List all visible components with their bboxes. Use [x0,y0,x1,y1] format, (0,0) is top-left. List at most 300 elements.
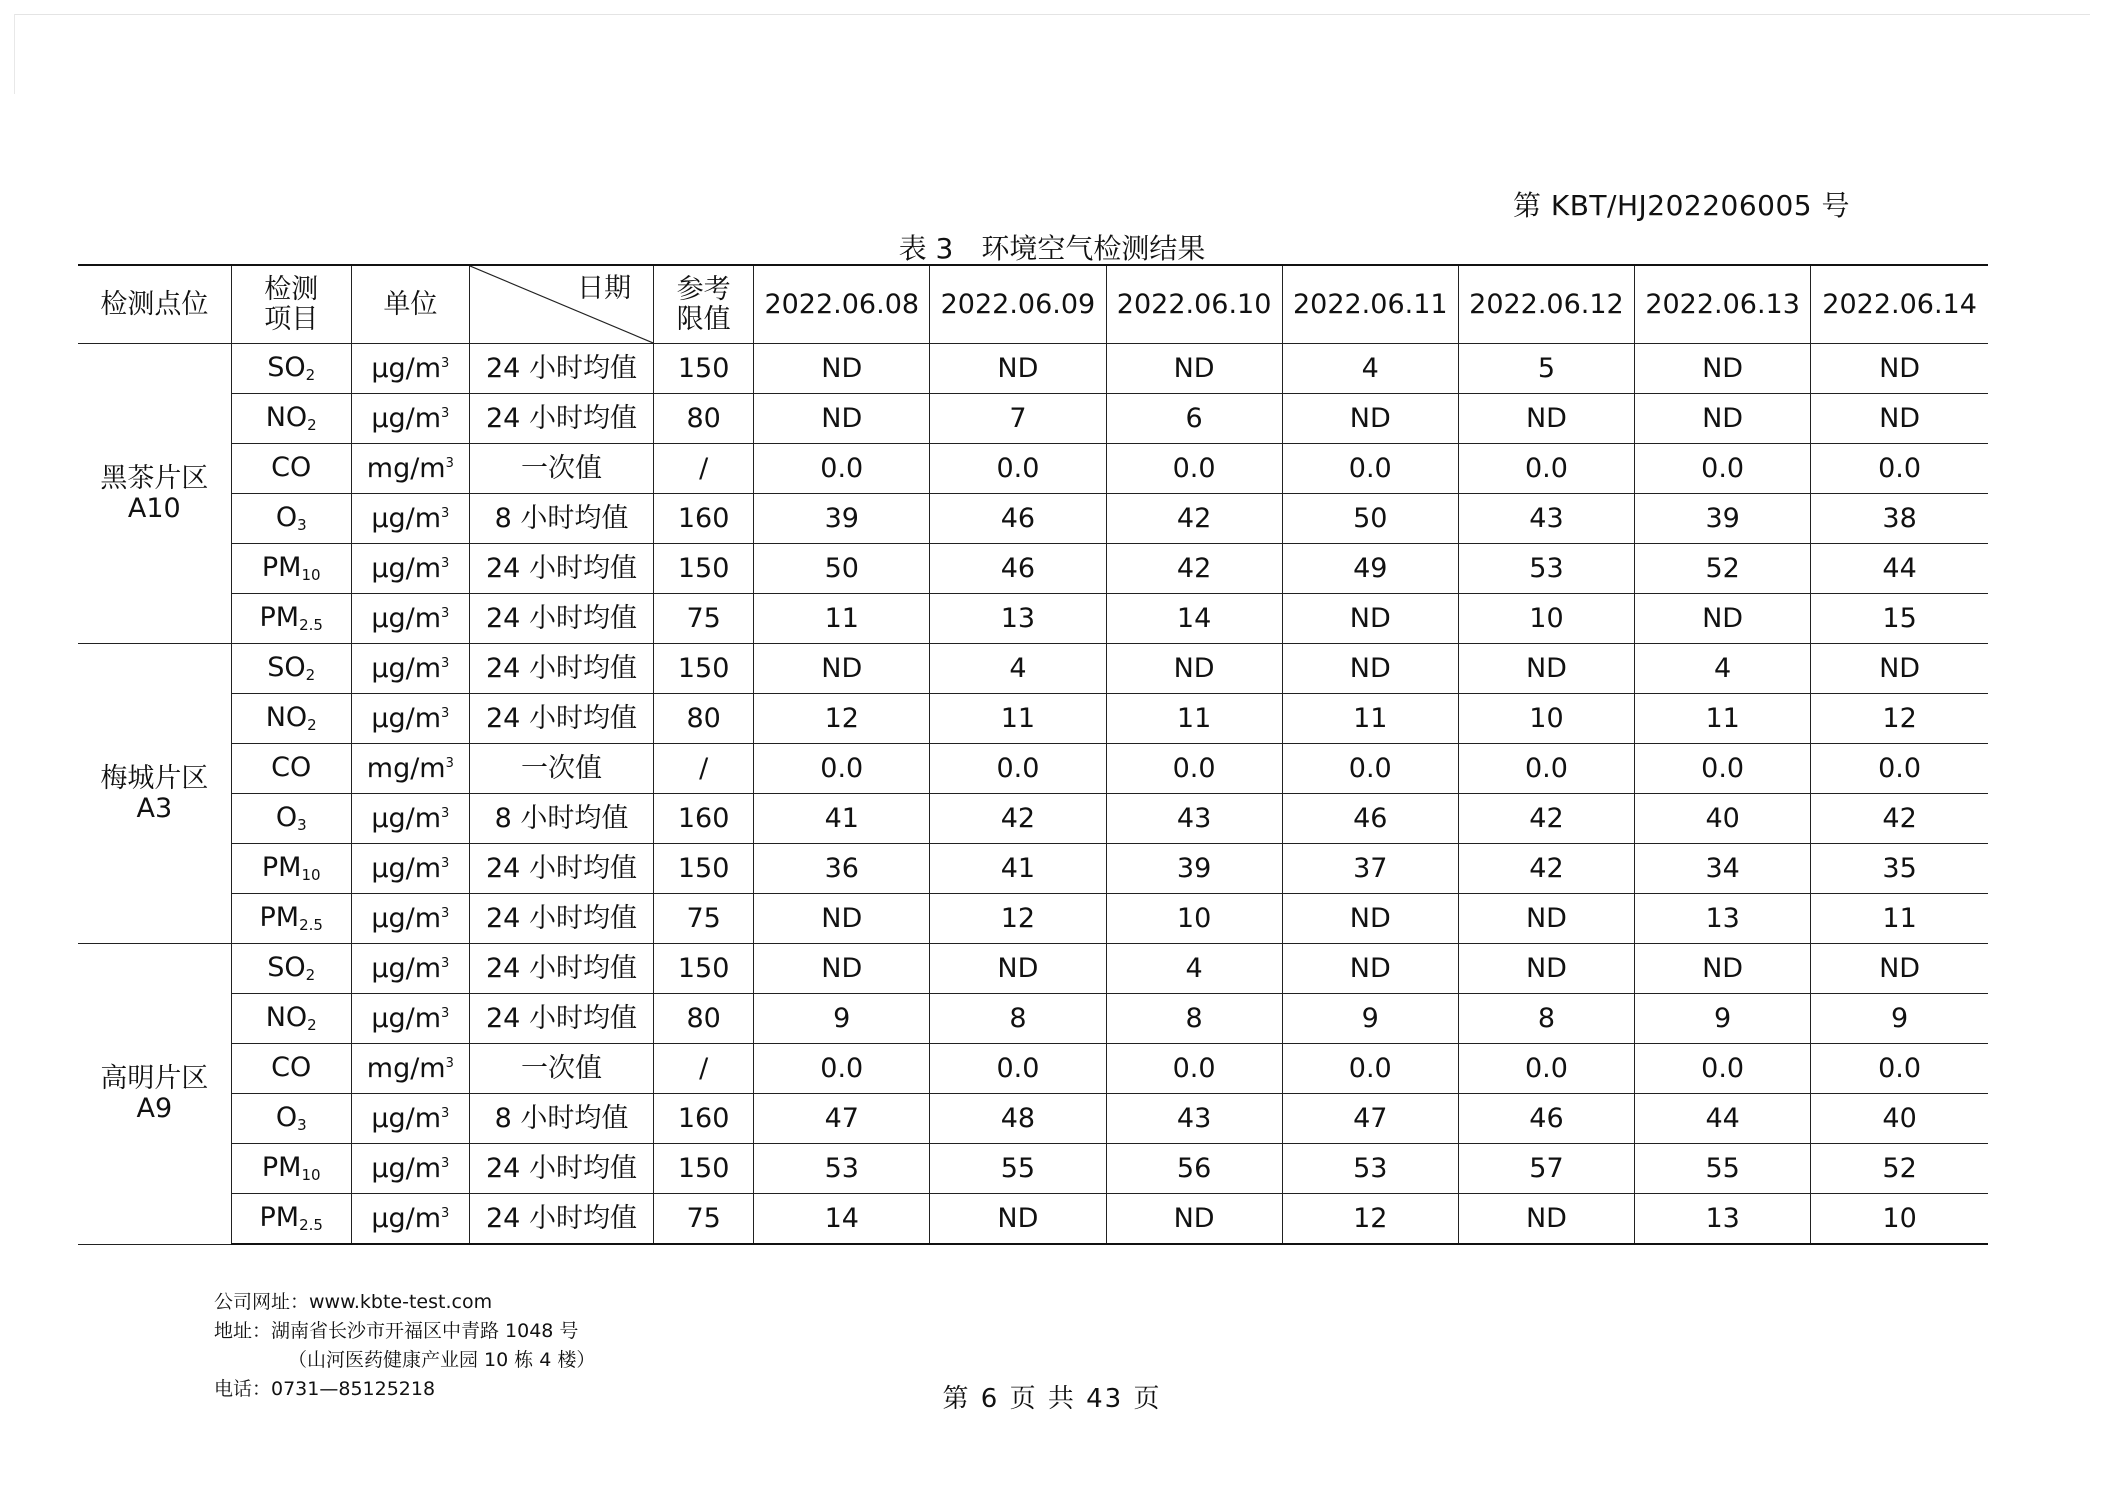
table-row [78,1194,1988,1245]
averaging-period: 一次值 [469,744,653,794]
measurement-value: 15 [1811,594,1988,644]
measurement-value: 4 [930,644,1106,694]
measurement-value: 13 [1635,894,1811,944]
table-label: 表 3 [898,232,954,265]
measurement-value: 53 [1458,544,1634,594]
measurement-value: 8 [930,994,1106,1044]
unit-text: mg/m [366,752,446,784]
unit-text: μg/m [371,502,442,534]
pollutant-name: PM [261,1152,302,1184]
measurement-value: 9 [754,994,930,1044]
unit-superscript: 3 [441,905,450,921]
scan-border-left [14,14,15,94]
reference-limit: 150 [654,544,754,594]
reference-limit: / [654,1044,754,1094]
unit-text: μg/m [371,602,442,634]
pollutant-subscript: 2 [307,416,317,435]
measurement-value: ND [1106,344,1282,394]
table-row [78,544,1988,594]
measurement-value: 48 [930,1094,1106,1144]
measurement-value: 0.0 [930,744,1106,794]
measurement-value: ND [1282,644,1458,694]
pollutant-subscript: 2 [307,716,317,735]
measurement-value: 40 [1811,1094,1988,1144]
scan-border [14,14,2090,15]
header-date-col: 2022.06.09 [930,265,1106,344]
pollutant-subscript: 3 [297,516,307,535]
pollutant-name: NO [265,1002,308,1034]
unit-text: μg/m [371,352,442,384]
measurement-value: 47 [1282,1094,1458,1144]
table-row [78,1094,1988,1144]
pollutant-name: PM [261,552,302,584]
measurement-value: ND [754,644,930,694]
measurement-value: 0.0 [1811,1044,1988,1094]
unit-text: μg/m [371,852,442,884]
measurement-value: 50 [1282,494,1458,544]
measurement-value: 0.0 [1458,1044,1634,1094]
header-limit-line1: 参考 [676,273,731,305]
measurement-value: 4 [1282,344,1458,394]
measurement-value: 8 [1106,994,1282,1044]
measurement-value: 0.0 [1282,744,1458,794]
pollutant-subscript: 2 [305,666,316,685]
measurement-value: 42 [1106,544,1282,594]
pollutant-name: PM [259,602,300,634]
measurement-value: 10 [1106,894,1282,944]
unit-superscript: 3 [441,605,450,621]
measurement-value: 10 [1458,594,1634,644]
pollutant-subscript: 10 [301,866,321,885]
measurement-value: 11 [1106,694,1282,744]
unit-cell [351,694,469,744]
measurement-value: 0.0 [930,1044,1106,1094]
site-cell [78,644,231,944]
unit-cell [351,444,469,494]
averaging-period: 24 小时均值 [469,344,653,394]
measurement-value: 53 [754,1144,930,1194]
measurement-value: 42 [1811,794,1988,844]
unit-text: μg/m [371,652,442,684]
table-title [0,227,2104,267]
reference-limit: 80 [654,394,754,444]
table-row [78,944,1988,994]
reference-limit: 160 [654,494,754,544]
pollutant-cell [231,344,351,394]
pollutant-cell [231,894,351,944]
measurement-value: ND [1458,1194,1634,1245]
table-row [78,394,1988,444]
measurement-value: 0.0 [1282,1044,1458,1094]
unit-text: μg/m [371,902,442,934]
measurement-value: 13 [1635,1194,1811,1245]
pollutant-cell [231,844,351,894]
measurement-value: ND [930,1194,1106,1245]
measurement-value: ND [1635,394,1811,444]
measurement-value: 0.0 [930,444,1106,494]
pollutant-cell [231,1094,351,1144]
reference-limit: 75 [654,594,754,644]
pollutant-name: SO [267,352,306,384]
pollutant-cell [231,544,351,594]
table-row [78,594,1988,644]
footer-phone: 电话：0731—85125218 [214,1378,436,1400]
measurement-value: ND [754,344,930,394]
averaging-period: 一次值 [469,444,653,494]
averaging-period: 24 小时均值 [469,844,653,894]
site-name: 梅城片区 [100,762,209,794]
measurement-value: ND [1458,394,1634,444]
measurement-value: 50 [754,544,930,594]
pollutant-subscript: 2.5 [299,616,323,635]
table-row [78,444,1988,494]
averaging-period: 24 小时均值 [469,544,653,594]
measurement-value: 11 [930,694,1106,744]
pollutant-subscript: 2 [305,966,316,985]
pollutant-subscript: 10 [301,1166,321,1185]
unit-superscript: 3 [441,805,450,821]
averaging-period: 24 小时均值 [469,944,653,994]
measurement-value: 7 [930,394,1106,444]
unit-text: μg/m [371,1002,442,1034]
table-row [78,994,1988,1044]
measurement-value: 0.0 [1458,444,1634,494]
unit-text: μg/m [371,402,442,434]
unit-cell [351,744,469,794]
report-number: 第 KBT/HJ202206005 号 [1512,189,1850,222]
measurement-value: 0.0 [754,744,930,794]
measurement-value: 55 [1635,1144,1811,1194]
measurement-value: 44 [1635,1094,1811,1144]
averaging-period: 24 小时均值 [469,594,653,644]
unit-text: mg/m [366,452,446,484]
footer-address: 地址：湖南省长沙市开福区中青路 1048 号 [214,1320,579,1342]
pollutant-cell [231,644,351,694]
site-cell [78,344,231,644]
measurement-value: 8 [1458,994,1634,1044]
header-row [78,265,1988,344]
measurement-value: 39 [1635,494,1811,544]
pollutant-subscript: 2.5 [299,916,323,935]
measurement-value: ND [754,894,930,944]
measurement-value: 0.0 [1811,444,1988,494]
measurement-value: 0.0 [754,444,930,494]
header-date-col: 2022.06.14 [1811,265,1988,344]
measurement-value: 49 [1282,544,1458,594]
header-date-diagonal [469,265,653,344]
header-unit: 单位 [351,265,469,344]
averaging-period: 8 小时均值 [469,494,653,544]
header-site: 检测点位 [78,265,231,344]
measurement-value: 56 [1106,1144,1282,1194]
pollutant-name: NO [265,402,308,434]
measurement-value: 10 [1811,1194,1988,1245]
pollutant-cell [231,1144,351,1194]
measurement-value: 42 [1458,794,1634,844]
header-date-col: 2022.06.13 [1635,265,1811,344]
measurement-value: 55 [930,1144,1106,1194]
measurement-value: ND [754,944,930,994]
measurement-value: 41 [930,844,1106,894]
measurement-value: ND [1635,594,1811,644]
unit-cell [351,644,469,694]
table-row [78,894,1988,944]
averaging-period: 8 小时均值 [469,794,653,844]
measurement-value: 0.0 [1458,744,1634,794]
measurement-value: 37 [1282,844,1458,894]
site-code: A9 [136,1092,173,1124]
pollutant-cell [231,694,351,744]
unit-cell [351,344,469,394]
unit-superscript: 3 [441,405,450,421]
unit-superscript: 3 [441,555,450,571]
measurement-value: 9 [1811,994,1988,1044]
reference-limit: 160 [654,794,754,844]
measurement-value: 52 [1811,1144,1988,1194]
header-date-col: 2022.06.08 [754,265,930,344]
measurement-value: 52 [1635,544,1811,594]
pollutant-name: PM [261,852,302,884]
averaging-period: 8 小时均值 [469,1094,653,1144]
unit-cell [351,944,469,994]
unit-cell [351,1194,469,1245]
unit-text: μg/m [371,1102,442,1134]
unit-cell [351,594,469,644]
measurement-value: 41 [754,794,930,844]
pollutant-name: SO [267,952,306,984]
unit-cell [351,544,469,594]
reference-limit: / [654,444,754,494]
pollutant-name: CO [271,452,312,484]
table-body [78,344,1988,1245]
measurement-value: ND [1282,594,1458,644]
measurement-value: 14 [1106,594,1282,644]
unit-superscript: 3 [445,755,454,771]
measurement-value: 43 [1458,494,1634,544]
measurement-value: ND [1635,944,1811,994]
measurement-value: 0.0 [1282,444,1458,494]
table-row [78,794,1988,844]
footer-address-detail: （山河医药健康产业园 10 栋 4 楼） [288,1349,596,1371]
averaging-period: 24 小时均值 [469,644,653,694]
measurement-value: ND [1635,344,1811,394]
reference-limit: 150 [654,1144,754,1194]
header-item-line1: 检测 [264,273,319,305]
header-date-col: 2022.06.10 [1106,265,1282,344]
measurement-value: 0.0 [1106,744,1282,794]
unit-superscript: 3 [441,1205,450,1221]
pollutant-name: PM [259,902,300,934]
measurement-value: ND [1811,644,1988,694]
unit-superscript: 3 [441,355,450,371]
measurement-value: 0.0 [1635,744,1811,794]
measurement-value: 53 [1282,1144,1458,1194]
measurement-value: 11 [1635,694,1811,744]
unit-cell [351,1044,469,1094]
measurement-value: ND [930,344,1106,394]
table-row [78,694,1988,744]
measurement-value: ND [754,394,930,444]
unit-superscript: 3 [441,1005,450,1021]
reference-limit: 75 [654,1194,754,1245]
pollutant-name: O [275,802,298,834]
measurement-value: 9 [1635,994,1811,1044]
averaging-period: 24 小时均值 [469,894,653,944]
unit-text: μg/m [371,552,442,584]
averaging-period: 24 小时均值 [469,694,653,744]
measurement-value: 0.0 [1106,1044,1282,1094]
header-limit [654,265,754,344]
measurement-value: ND [1811,344,1988,394]
measurement-value: 11 [1811,894,1988,944]
unit-text: μg/m [371,702,442,734]
unit-superscript: 3 [441,1105,450,1121]
measurement-value: 12 [754,694,930,744]
unit-text: mg/m [366,1052,446,1084]
measurement-value: 46 [930,494,1106,544]
reference-limit: 80 [654,994,754,1044]
measurement-value: 46 [1458,1094,1634,1144]
measurement-value: 46 [1282,794,1458,844]
measurement-value: 44 [1811,544,1988,594]
table-title-text: 环境空气检测结果 [981,232,1206,265]
unit-cell [351,1144,469,1194]
measurement-value: 36 [754,844,930,894]
table-row [78,744,1988,794]
measurement-value: ND [1458,644,1634,694]
pollutant-name: SO [267,652,306,684]
measurement-value: 10 [1458,694,1634,744]
pollutant-subscript: 2 [305,366,316,385]
pollutant-name: CO [271,752,312,784]
reference-limit: 80 [654,694,754,744]
reference-limit: 150 [654,844,754,894]
measurement-value: 39 [1106,844,1282,894]
reference-limit: 150 [654,344,754,394]
table-row [78,1044,1988,1094]
averaging-period: 24 小时均值 [469,1144,653,1194]
footer-website: 公司网址：www.kbte-test.com [214,1291,493,1313]
pollutant-name: CO [271,1052,312,1084]
unit-superscript: 3 [441,1155,450,1171]
pollutant-name: NO [265,702,308,734]
site-code: A3 [136,792,173,824]
unit-superscript: 3 [445,455,454,471]
pollutant-cell [231,1194,351,1245]
table-row [78,494,1988,544]
site-cell [78,944,231,1245]
measurement-value: 11 [754,594,930,644]
pollutant-subscript: 10 [301,566,321,585]
table-row [78,1144,1988,1194]
measurement-value: ND [1811,944,1988,994]
pollutant-subscript: 3 [297,1116,307,1135]
reference-limit: 75 [654,894,754,944]
measurement-value: 38 [1811,494,1988,544]
pollutant-cell [231,594,351,644]
unit-text: μg/m [371,802,442,834]
unit-text: μg/m [371,952,442,984]
unit-cell [351,394,469,444]
page-number: 第 6 页 共 43 页 [942,1384,1162,1414]
measurement-value: 40 [1635,794,1811,844]
pollutant-cell [231,944,351,994]
air-quality-results-table [78,264,1988,1245]
measurement-value: 0.0 [1811,744,1988,794]
header-item [231,265,351,344]
measurement-value: ND [1458,944,1634,994]
measurement-value: 46 [930,544,1106,594]
table-row [78,344,1988,394]
measurement-value: ND [1811,394,1988,444]
measurement-value: 13 [930,594,1106,644]
pollutant-name: O [275,502,298,534]
pollutant-cell [231,994,351,1044]
header-date: 日期 [577,273,632,304]
measurement-value: 34 [1635,844,1811,894]
reference-limit: 160 [654,1094,754,1144]
unit-superscript: 3 [441,505,450,521]
unit-cell [351,1094,469,1144]
unit-cell [351,794,469,844]
pollutant-cell [231,394,351,444]
unit-cell [351,994,469,1044]
measurement-value: 0.0 [754,1044,930,1094]
header-limit-line2: 限值 [676,303,731,335]
unit-cell [351,844,469,894]
averaging-period: 一次值 [469,1044,653,1094]
reference-limit: 150 [654,944,754,994]
measurement-value: 4 [1635,644,1811,694]
measurement-value: 0.0 [1635,444,1811,494]
measurement-value: 42 [930,794,1106,844]
measurement-value: 0.0 [1635,1044,1811,1094]
averaging-period: 24 小时均值 [469,394,653,444]
unit-text: μg/m [371,1152,442,1184]
site-code: A10 [127,492,181,524]
pollutant-subscript: 2 [307,1016,317,1035]
unit-superscript: 3 [445,1055,454,1071]
unit-cell [351,494,469,544]
pollutant-subscript: 3 [297,816,307,835]
unit-superscript: 3 [441,705,450,721]
averaging-period: 24 小时均值 [469,994,653,1044]
measurement-value: 12 [1811,694,1988,744]
unit-text: μg/m [371,1202,442,1234]
measurement-value: 12 [930,894,1106,944]
measurement-value: 12 [1282,1194,1458,1245]
measurement-value: ND [1106,1194,1282,1245]
measurement-value: 39 [754,494,930,544]
header-date-col: 2022.06.11 [1282,265,1458,344]
header-date-col: 2022.06.12 [1458,265,1634,344]
measurement-value: 11 [1282,694,1458,744]
measurement-value: 35 [1811,844,1988,894]
pollutant-cell [231,1044,351,1094]
pollutant-subscript: 2.5 [299,1216,323,1235]
unit-superscript: 3 [441,855,450,871]
table-row [78,644,1988,694]
pollutant-cell [231,494,351,544]
measurement-value: 14 [754,1194,930,1245]
measurement-value: 47 [754,1094,930,1144]
measurement-value: ND [1106,644,1282,694]
unit-superscript: 3 [441,655,450,671]
measurement-value: ND [1282,894,1458,944]
measurement-value: ND [1458,894,1634,944]
measurement-value: ND [930,944,1106,994]
unit-cell [351,894,469,944]
